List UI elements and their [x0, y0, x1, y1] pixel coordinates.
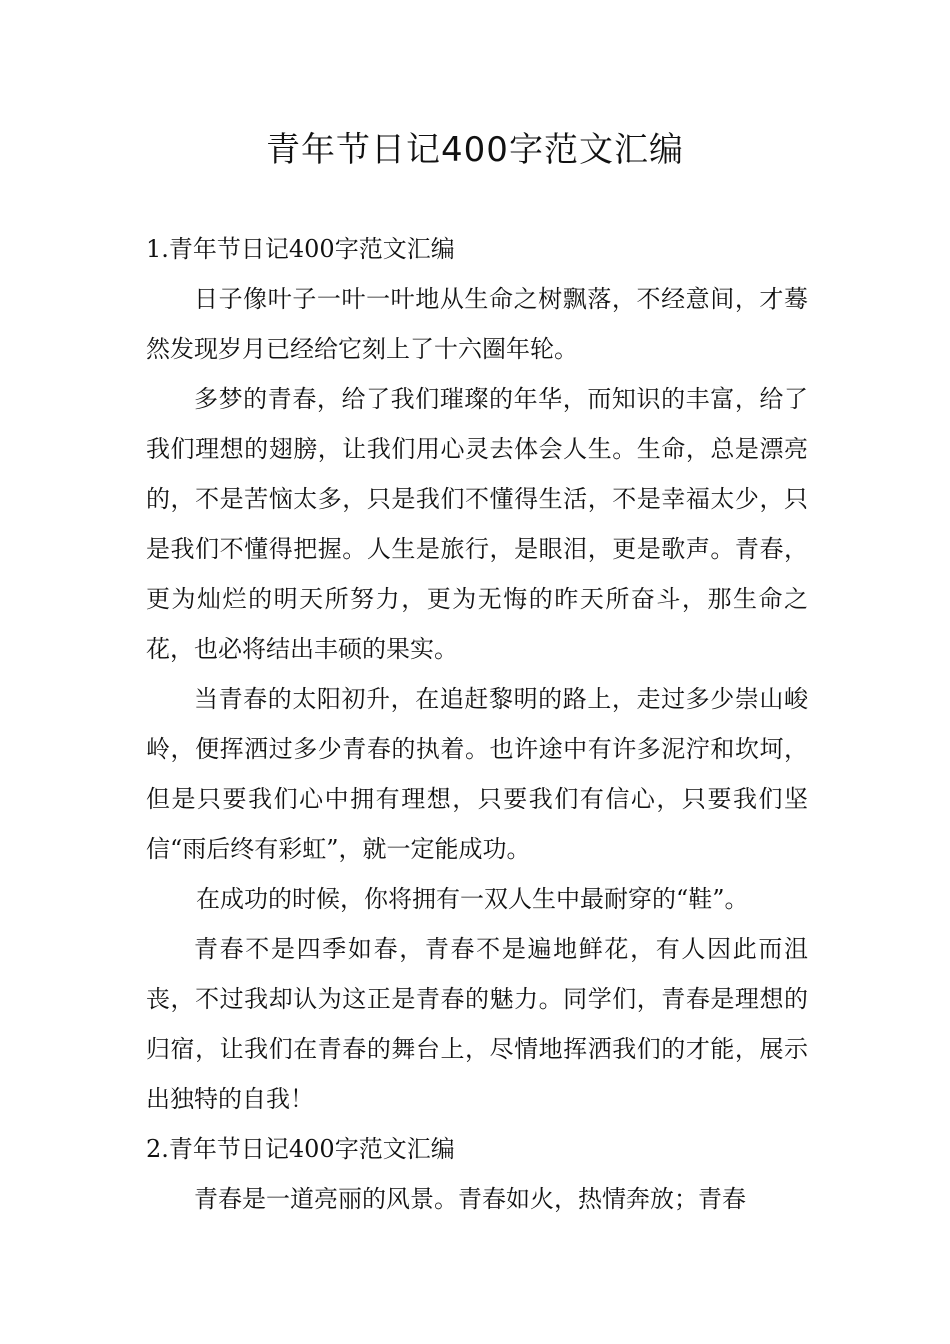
paragraph: 日子像叶子一叶一叶地从生命之树飘落，不经意间，才蓦然发现岁月已经给它刻上了十六圈年轮。 — [146, 285, 808, 363]
paragraph: 当青春的太阳初升，在追赶黎明的路上，走过多少崇山峻岭，便挥洒过多少青春的执着。也许途中有许多泥泞和坎坷，但是只要我们心中拥有理想，只要我们有信心，只要我们坚信“雨后终有彩虹”，就一定能成功。 — [146, 685, 808, 863]
document-body — [146, 224, 808, 1224]
document-title: 青年节日记400字范文汇编 — [266, 130, 684, 170]
section-heading-2: 2.青年节日记400字范文汇编 — [146, 1135, 455, 1163]
paragraph: 多梦的青春，给了我们璀璨的年华，而知识的丰富，给了我们理想的翅膀，让我们用心灵去体会人生。生命，总是漂亮的，不是苦恼太多，只是我们不懂得生活，不是幸福太少，只是我们不懂得把握。人生是旅行，是眼泪，更是歌声。青春，更为灿烂的明天所努力，更为无悔的昨天所奋斗，那生命之花，也必将结出丰硕的果实。 — [146, 385, 808, 663]
paragraph: 青春不是四季如春，青春不是遍地鲜花，有人因此而沮丧，不过我却认为这正是青春的魅力。同学们，青春是理想的归宿，让我们在青春的舞台上，尽情地挥洒我们的才能，展示出独特的自我！ — [146, 935, 808, 1113]
paragraph: 在成功的时候，你将拥有一双人生中最耐穿的“鞋”。 — [196, 885, 749, 913]
paragraph: 青春是一道亮丽的风景。青春如火，热情奔放；青春 — [194, 1185, 746, 1213]
section-heading-1: 1.青年节日记400字范文汇编 — [146, 235, 455, 263]
